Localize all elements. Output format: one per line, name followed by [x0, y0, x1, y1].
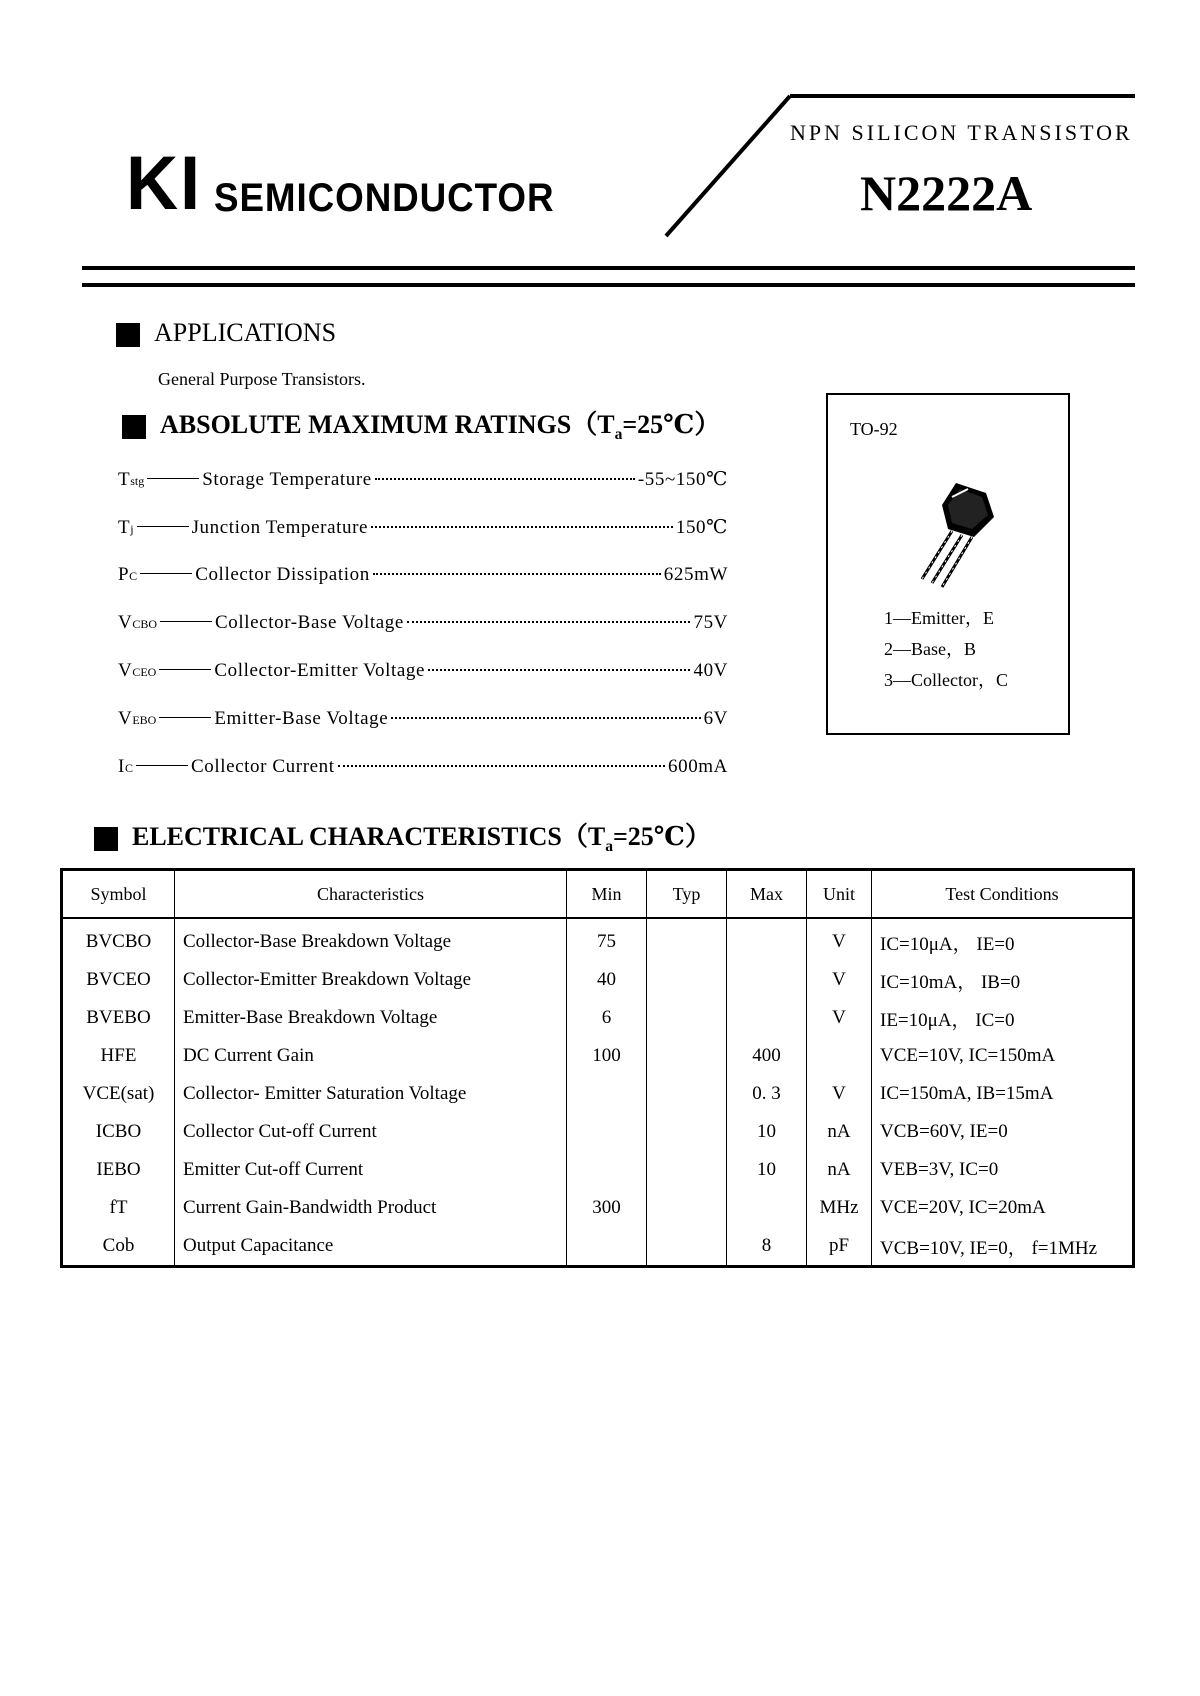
- cell-typ: [647, 1227, 727, 1267]
- cell-symbol: VCE(sat): [62, 1075, 175, 1113]
- column-header: Typ: [647, 870, 727, 919]
- cell-symbol: IEBO: [62, 1151, 175, 1189]
- header-divider-bottom: [82, 283, 1135, 287]
- cell-typ: [647, 1037, 727, 1075]
- cell-symbol: HFE: [62, 1037, 175, 1075]
- cell-min: [567, 1227, 647, 1267]
- cell-max: [727, 999, 807, 1037]
- rating-row: [118, 756, 728, 804]
- pin-list: [884, 603, 1008, 696]
- cell-symbol: BVEBO: [62, 999, 175, 1037]
- applications-text: General Purpose Transistors.: [158, 369, 366, 389]
- cell-test: IE=10μA， IC=0: [872, 999, 1134, 1037]
- rating-dash: [159, 669, 211, 670]
- column-header: Test Conditions: [872, 870, 1134, 919]
- electrical-table: [60, 868, 1135, 1268]
- rating-dash: [137, 526, 189, 527]
- cell-char: Collector- Emitter Saturation Voltage: [175, 1075, 567, 1113]
- table-row: [62, 918, 1134, 961]
- table-row: [62, 1037, 1134, 1075]
- column-header: Min: [567, 870, 647, 919]
- table-row: [62, 961, 1134, 999]
- rating-value: 625mW: [663, 564, 728, 585]
- cell-unit: V: [807, 918, 872, 961]
- cell-unit: nA: [807, 1113, 872, 1151]
- rating-leader-dots: [407, 621, 691, 623]
- electrical-heading: ELECTRICAL $CHARACTERISTICS(T_a=25℃)$: [94, 822, 711, 862]
- rating-dash: [159, 717, 211, 718]
- cell-symbol: BVCBO: [62, 918, 175, 961]
- rating-value: 75V: [693, 612, 728, 633]
- cell-max: 0. 3: [727, 1075, 807, 1113]
- cell-test: IC=10μA， IE=0: [872, 918, 1134, 961]
- cell-unit: V: [807, 961, 872, 999]
- table-row: [62, 1113, 1134, 1151]
- rating-symbol: VCEO: [118, 660, 157, 681]
- cell-symbol: Cob: [62, 1227, 175, 1267]
- pin-2: 2—Base，B: [884, 639, 976, 659]
- cell-max: [727, 1189, 807, 1227]
- table-header-row: [62, 870, 1134, 919]
- logo-mark: KI: [126, 141, 202, 226]
- rating-leader-dots: [375, 478, 635, 480]
- rating-value: 40V: [693, 660, 728, 681]
- rating-dash: [140, 573, 192, 574]
- cell-char: Current Gain-Bandwidth Product: [175, 1189, 567, 1227]
- rating-row: [118, 468, 728, 516]
- cell-max: 10: [727, 1151, 807, 1189]
- rating-label: Emitter-Base Voltage: [214, 708, 389, 729]
- rating-symbol: VCBO: [118, 612, 158, 633]
- rating-symbol: Tstg: [118, 469, 145, 490]
- applications-heading: APPLICATIONS: [116, 318, 336, 348]
- cell-char: DC Current Gain: [175, 1037, 567, 1075]
- rating-row: [118, 564, 728, 612]
- rating-label: Storage Temperature: [202, 469, 372, 490]
- section-bullet-icon: [122, 415, 146, 439]
- cell-unit: pF: [807, 1227, 872, 1267]
- absolute-max-heading: ABSOLUTE MAXIMUM $RATINGS(T_a=25℃)$: [122, 410, 720, 450]
- cell-char: Output Capacitance: [175, 1227, 567, 1267]
- rating-label: Junction Temperature: [191, 517, 369, 538]
- cell-max: 400: [727, 1037, 807, 1075]
- table-row: [62, 1189, 1134, 1227]
- cell-unit: V: [807, 999, 872, 1037]
- rating-symbol: PC: [118, 564, 138, 585]
- cell-min: 40: [567, 961, 647, 999]
- header-divider-top: [82, 266, 1135, 270]
- cell-typ: [647, 1151, 727, 1189]
- pin-3: 3—Collector，C: [884, 670, 1008, 690]
- cell-typ: [647, 999, 727, 1037]
- cell-symbol: ICBO: [62, 1113, 175, 1151]
- rating-leader-dots: [338, 765, 665, 767]
- ratings-list: [118, 468, 728, 804]
- rating-row: [118, 516, 728, 564]
- rating-value: 150℃: [675, 517, 728, 538]
- section-bullet-icon: [94, 827, 118, 851]
- rating-value: 600mA: [668, 756, 728, 777]
- cell-test: VCB=60V, IE=0: [872, 1113, 1134, 1151]
- rating-leader-dots: [428, 669, 690, 671]
- cell-min: 6: [567, 999, 647, 1037]
- cell-test: VCE=20V, IC=20mA: [872, 1189, 1134, 1227]
- cell-test: IC=10mA， IB=0: [872, 961, 1134, 999]
- pin-1: 1—Emitter，E: [884, 608, 994, 628]
- rating-row: [118, 708, 728, 756]
- cell-test: VCE=10V, IC=150mA: [872, 1037, 1134, 1075]
- product-type: NPN SILICON TRANSISTOR: [790, 120, 1133, 145]
- rating-symbol: IC: [118, 756, 133, 777]
- cell-char: Emitter Cut-off Current: [175, 1151, 567, 1189]
- cell-max: 8: [727, 1227, 807, 1267]
- rating-label: Collector-Base Voltage: [215, 612, 404, 633]
- cell-test: VCB=10V, IE=0， f=1MHz: [872, 1227, 1134, 1267]
- rating-value: 6V: [703, 708, 728, 729]
- cell-test: IC=150mA, IB=15mA: [872, 1075, 1134, 1113]
- column-header: Max: [727, 870, 807, 919]
- cell-symbol: fT: [62, 1189, 175, 1227]
- cell-typ: [647, 961, 727, 999]
- column-header: Symbol: [62, 870, 175, 919]
- table-row: [62, 1227, 1134, 1267]
- column-header: Unit: [807, 870, 872, 919]
- table-row: [62, 1075, 1134, 1113]
- rating-label: Collector Current: [190, 756, 335, 777]
- rating-dash: [147, 478, 199, 479]
- rating-label: Collector-Emitter Voltage: [214, 660, 426, 681]
- section-bullet-icon: [116, 323, 140, 347]
- logo-text: SEMICONDUCTOR: [214, 176, 555, 220]
- cell-char: Collector-Base Breakdown Voltage: [175, 918, 567, 961]
- cell-symbol: BVCEO: [62, 961, 175, 999]
- cell-typ: [647, 918, 727, 961]
- rating-row: [118, 612, 728, 660]
- rating-dash: [160, 621, 212, 622]
- rating-leader-dots: [371, 526, 673, 528]
- to92-package-icon: [908, 475, 1028, 595]
- rating-row: [118, 660, 728, 708]
- table-row: [62, 1151, 1134, 1189]
- rating-dash: [136, 765, 188, 766]
- cell-min: 100: [567, 1037, 647, 1075]
- rating-symbol: VEBO: [118, 708, 157, 729]
- column-header: Characteristics: [175, 870, 567, 919]
- cell-typ: [647, 1075, 727, 1113]
- cell-min: [567, 1113, 647, 1151]
- cell-unit: [807, 1037, 872, 1075]
- cell-min: [567, 1075, 647, 1113]
- cell-char: Collector Cut-off Current: [175, 1113, 567, 1151]
- package-name: TO-92: [850, 419, 898, 439]
- cell-typ: [647, 1189, 727, 1227]
- table-row: [62, 999, 1134, 1037]
- cell-max: 10: [727, 1113, 807, 1151]
- rating-value: -55~150℃: [637, 469, 728, 490]
- rating-symbol: Tj: [118, 517, 134, 538]
- cell-unit: MHz: [807, 1189, 872, 1227]
- cell-min: 75: [567, 918, 647, 961]
- package-box: [826, 393, 1070, 735]
- cell-min: 300: [567, 1189, 647, 1227]
- part-number: N2222A: [860, 165, 1033, 221]
- rating-leader-dots: [373, 573, 661, 575]
- rating-label: Collector Dissipation: [195, 564, 370, 585]
- cell-unit: V: [807, 1075, 872, 1113]
- rating-leader-dots: [391, 717, 700, 719]
- cell-max: [727, 961, 807, 999]
- cell-min: [567, 1151, 647, 1189]
- cell-unit: nA: [807, 1151, 872, 1189]
- header-slash-line: [660, 92, 800, 242]
- cell-max: [727, 918, 807, 961]
- header-top-rule: [790, 94, 1135, 98]
- cell-test: VEB=3V, IC=0: [872, 1151, 1134, 1189]
- cell-char: Collector-Emitter Breakdown Voltage: [175, 961, 567, 999]
- cell-typ: [647, 1113, 727, 1151]
- cell-char: Emitter-Base Breakdown Voltage: [175, 999, 567, 1037]
